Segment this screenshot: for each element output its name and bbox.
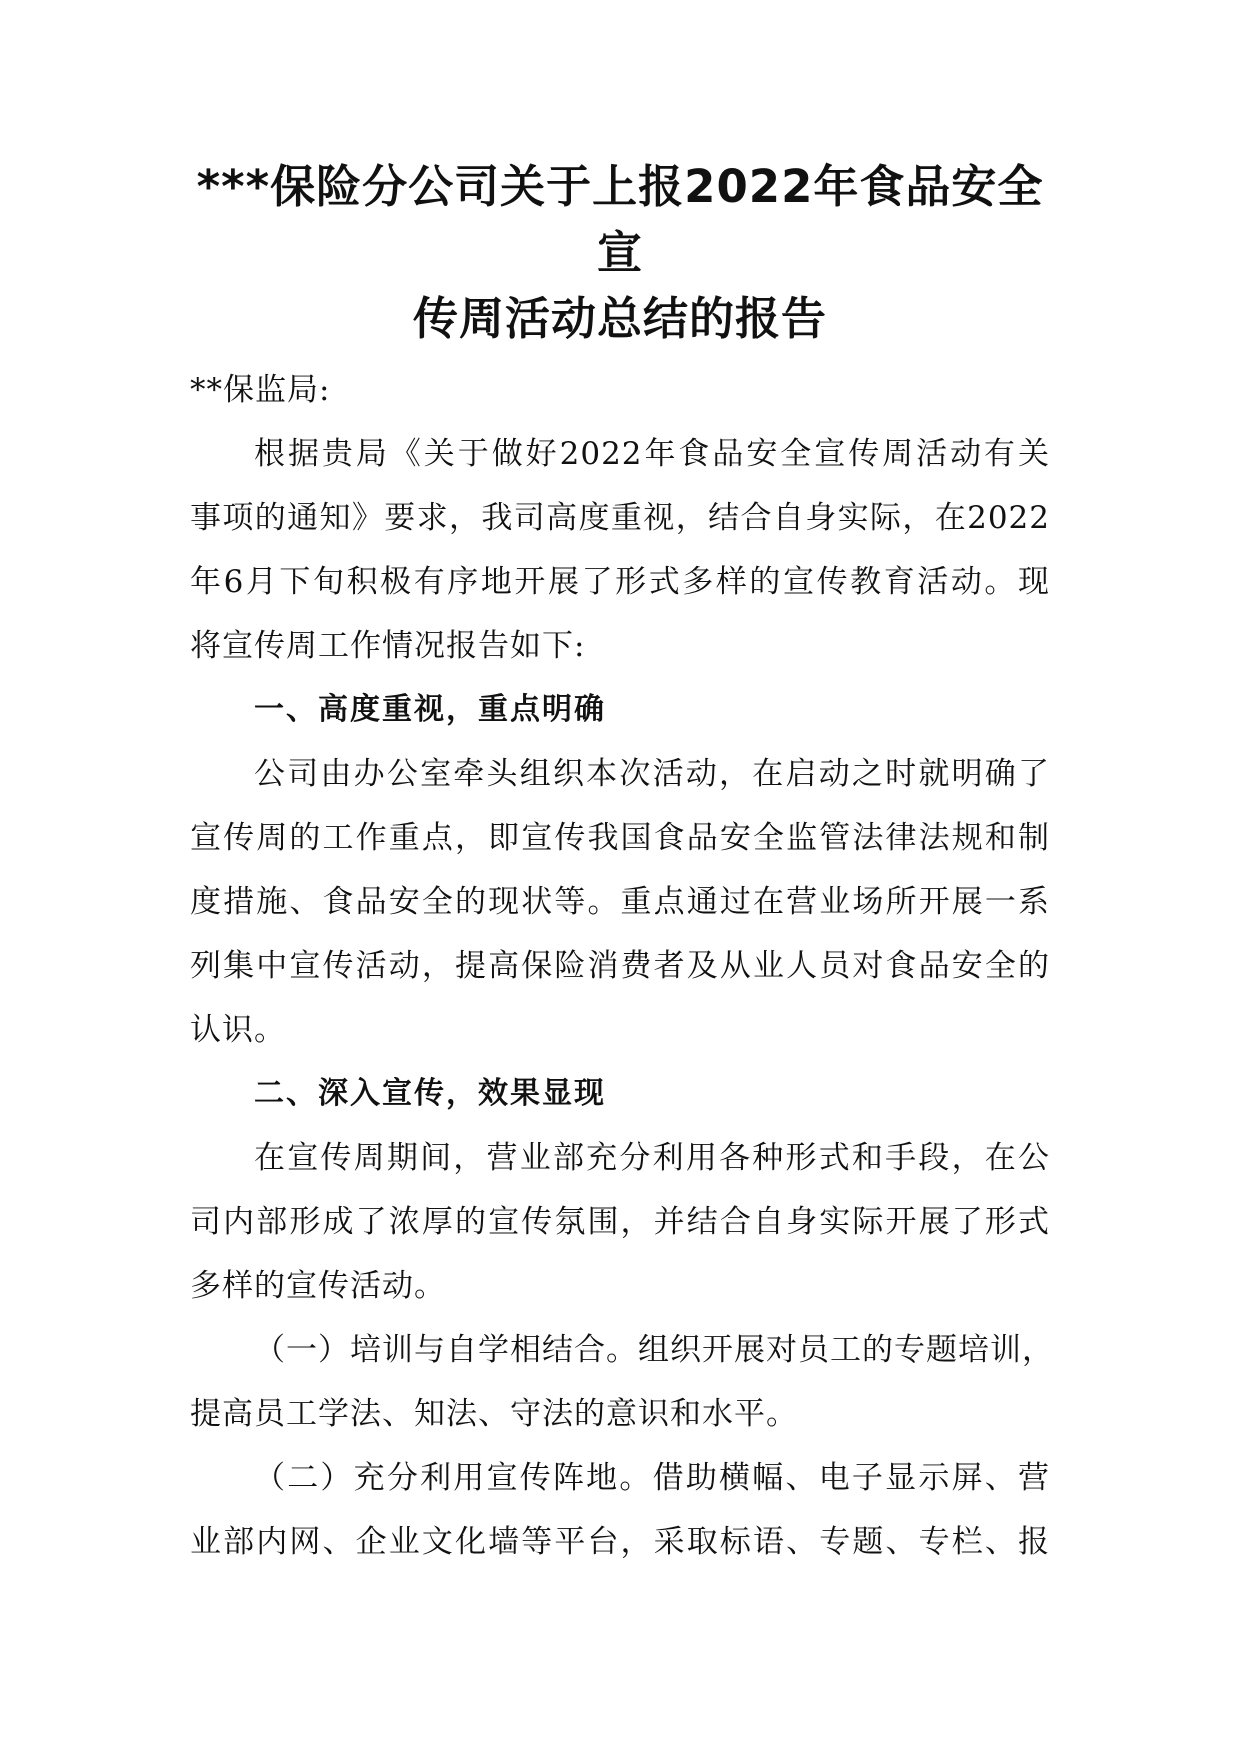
salutation: **保监局: [190,372,331,408]
document-title [190,154,1050,352]
paragraph-line: 事项的通知》要求，我司高度重视，结合自身实际，在2022 [190,500,1050,536]
list-item-line: （一）培训与自学相结合。组织开展对员工的专题培训， [254,1332,1054,1368]
title-line-1: ***保险分公司关于上报2022年食品安全宣 [196,160,1044,279]
paragraph-line: 司内部形成了浓厚的宣传氛围，并结合自身实际开展了形式 [190,1204,1050,1240]
list-item-line: （二）充分利用宣传阵地。借助横幅、电子显示屏、营 [254,1460,1050,1496]
paragraph-line: 列集中宣传活动，提高保险消费者及从业人员对食品安全的 [190,948,1050,984]
section-heading-1: 一、高度重视，重点明确 [254,692,606,727]
paragraph-line: 度措施、食品安全的现状等。重点通过在营业场所开展一系 [190,884,1050,920]
title-line-2: 传周活动总结的报告 [412,292,827,345]
paragraph-line: 在宣传周期间，营业部充分利用各种形式和手段，在公 [254,1140,1050,1176]
paragraph-line: 多样的宣传活动。 [190,1268,446,1304]
list-item-line: 业部内网、企业文化墙等平台，采取标语、专题、专栏、报 [190,1524,1050,1560]
paragraph-line: 根据贵局《关于做好2022年食品安全宣传周活动有关 [254,436,1050,472]
paragraph-line: 年6月下旬积极有序地开展了形式多样的宣传教育活动。现 [190,564,1050,600]
section-heading-2: 二、深入宣传，效果显现 [254,1076,606,1111]
paragraph-line: 公司由办公室牵头组织本次活动，在启动之时就明确了 [254,756,1050,792]
paragraph-line: 宣传周的工作重点，即宣传我国食品安全监管法律法规和制 [190,820,1050,856]
list-item-line: 提高员工学法、知法、守法的意识和水平。 [190,1396,798,1432]
paragraph-line: 将宣传周工作情况报告如下: [190,628,586,664]
document-body [190,358,1054,1574]
paragraph-line: 认识。 [190,1012,286,1048]
